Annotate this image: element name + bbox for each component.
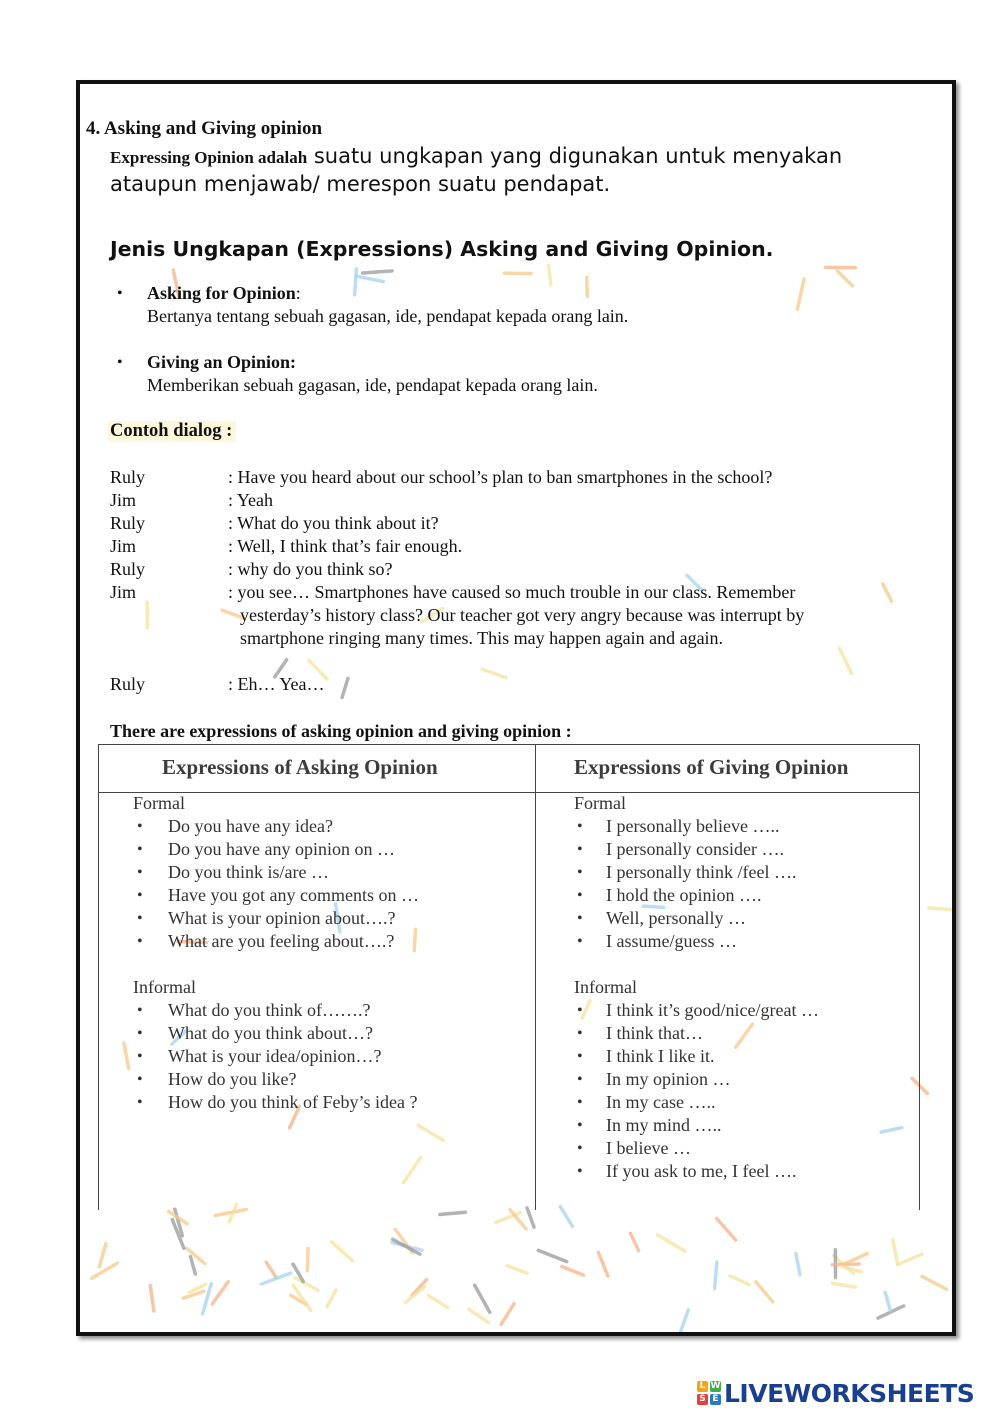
asking-column [99, 792, 535, 1114]
sprinkle-dash [357, 276, 383, 281]
bullet-description: Bertanya tentang sebuah gagasan, ide, pendapat kepada orang lain. [147, 306, 629, 326]
informal-label: Informal [574, 977, 637, 997]
dialog-speaker: Ruly [110, 674, 146, 694]
list-item: • In my mind ….. [535, 1114, 919, 1137]
dialog-example-label: Contoh dialog : [108, 421, 236, 442]
dialog-text: : What do you think about it? [228, 513, 439, 533]
sprinkle-dash [92, 1263, 118, 1278]
sprinkle-dash [501, 1304, 514, 1325]
bullet-dot: • [117, 285, 123, 302]
expressions-heading: Jenis Ungkapan (Expressions) Asking and Giving Opinion. [110, 237, 774, 261]
dialog-speaker: Ruly [110, 467, 146, 487]
sprinkle-dash [681, 1310, 689, 1331]
list-item: • I think it’s good/nice/great … [535, 999, 919, 1022]
sprinkle-dash [796, 1254, 800, 1275]
sprinkle-dash [327, 1290, 336, 1307]
sprinkle-dash [363, 271, 392, 273]
list-item: • Do you have any idea? [99, 815, 535, 838]
sprinkle-dash [898, 1254, 922, 1264]
asking-column-header: Expressions of Asking Opinion [162, 755, 438, 779]
dialog-text: : Eh… Yea… [228, 674, 325, 694]
dialog-speaker: Ruly [110, 559, 146, 579]
list-item: • Well, personally … [535, 907, 919, 930]
logo-mark-letter: E [710, 1394, 721, 1405]
list-item: • I think I like it. [535, 1045, 919, 1068]
sprinkle-dash [717, 1219, 736, 1241]
list-item: • In my case ….. [535, 1091, 919, 1114]
dialog-text: : Well, I think that’s fair enough. [228, 536, 463, 556]
sprinkle-dash [631, 1233, 639, 1250]
dialog-text: : Yeah [228, 490, 274, 510]
sprinkle-dash [307, 1248, 308, 1271]
sprinkle-dash [845, 1253, 867, 1263]
sprinkle-dash [332, 1242, 353, 1261]
definition-text: suatu ungkapan yang digunakan untuk menyakan ataupun menjawab/ merespon suatu pendapat. [110, 144, 843, 196]
bullet-description: Memberikan sebuah gagasan, ide, pendapat kepada orang lain. [147, 375, 598, 395]
sprinkle-dash [832, 1283, 855, 1287]
bullet-asking-for-opinion [117, 282, 629, 328]
bullet-title: Asking for Opinion [147, 283, 296, 303]
sprinkle-dash [797, 279, 804, 309]
sprinkle-dash [99, 1244, 105, 1267]
bullet-colon: : [295, 283, 301, 303]
expressions-table [98, 744, 920, 1210]
dialog-text: : you see… Smartphones have caused so much trouble in our class. Remember yesterday’s history class? Our teacher got very angry because was interrupt by smartphone ringing many times. This may happen again and again. [228, 582, 805, 648]
sprinkle-dash [527, 1208, 534, 1227]
list-item: • I believe … [535, 1137, 919, 1160]
sprinkle-dash [730, 1276, 749, 1285]
list-item: • In my opinion … [535, 1068, 919, 1091]
list-item: • Do you think is/are … [99, 861, 535, 884]
list-item: • I personally believe ….. [535, 815, 919, 838]
dialog-line [110, 558, 890, 581]
sprinkle-dash [295, 1278, 318, 1290]
sprinkle-dash [475, 1285, 490, 1312]
logo-text: LIVEWORKSHEETS [724, 1378, 975, 1408]
definition-paragraph [110, 143, 930, 198]
dialog-text: : why do you think so? [228, 559, 393, 579]
sprinkle-dash [598, 1252, 608, 1276]
formal-label: Formal [133, 793, 185, 813]
sprinkle-dash [440, 1212, 466, 1214]
logo-mark-letter: W [710, 1381, 721, 1391]
sprinkle-dash [756, 1282, 773, 1302]
sprinkle-dash [469, 1309, 489, 1322]
sprinkle-dash [837, 271, 852, 286]
sprinkle-dash [715, 1262, 717, 1288]
bullet-title: Giving an Opinion: [147, 352, 297, 372]
sprinkle-dash [203, 1284, 212, 1314]
asking-informal-list [99, 999, 535, 1114]
expressions-intro: There are expressions of asking opinion and giving opinion : [110, 721, 572, 741]
formal-label: Formal [574, 793, 626, 813]
section-title: 4. Asking and Giving opinion [86, 118, 323, 139]
list-item: • What do you think of…….? [99, 999, 535, 1022]
sprinkle-dash [562, 1266, 584, 1275]
giving-column [535, 792, 919, 1183]
liveworksheets-logo[interactable] [697, 1378, 974, 1408]
sprinkle-dash [150, 1286, 154, 1312]
dialog-line [110, 489, 890, 512]
giving-formal-list [535, 815, 919, 953]
dialog-line [110, 535, 890, 558]
list-item: • I think that… [535, 1022, 919, 1045]
informal-label: Informal [133, 977, 196, 997]
list-item: • What is your idea/opinion…? [99, 1045, 535, 1068]
list-item: • I hold the opinion …. [535, 884, 919, 907]
dialog-line [110, 512, 890, 535]
logo-mark-letter: S [697, 1394, 708, 1405]
sprinkle-dash [658, 1235, 685, 1251]
dialog-speaker: Ruly [110, 513, 146, 533]
list-item: • What is your opinion about….? [99, 907, 535, 930]
sprinkle-dash [538, 1250, 566, 1261]
logo-mark-icon [697, 1381, 721, 1405]
giving-informal-list [535, 999, 919, 1183]
sprinkle-dash [893, 1240, 898, 1264]
list-item: • What are you feeling about….? [99, 930, 535, 953]
sprinkle-dash [428, 1295, 447, 1307]
sprinkle-dash [507, 1266, 527, 1274]
list-item: • Have you got any comments on … [99, 884, 535, 907]
definition-term: Expressing Opinion adalah [110, 148, 308, 167]
dialog-line [110, 466, 890, 489]
list-item: • If you ask to me, I feel …. [535, 1160, 919, 1183]
bullet-giving-an-opinion [117, 351, 598, 397]
dialog-speaker: Jim [110, 582, 137, 602]
list-item: • I personally consider …. [535, 838, 919, 861]
list-item: • What do you think about…? [99, 1022, 535, 1045]
sprinkle-dash [405, 1287, 424, 1303]
asking-formal-list [99, 815, 535, 953]
list-item: • I personally think /feel …. [535, 861, 919, 884]
sprinkle-dash [885, 1292, 890, 1310]
list-item: • How do you think of Feby’s idea ? [99, 1091, 535, 1114]
dialog-speaker: Jim [110, 536, 137, 556]
sprinkle-dash [266, 1262, 276, 1277]
list-item: • I assume/guess … [535, 930, 919, 953]
list-item: • How do you like? [99, 1068, 535, 1091]
logo-mark-letter: L [697, 1381, 708, 1392]
sprinkle-dash [922, 1276, 946, 1289]
sprinkle-dash [183, 1291, 204, 1298]
dialog-line [110, 673, 890, 696]
bullet-dot: • [117, 354, 123, 371]
sprinkle-dash [212, 1282, 228, 1304]
dialog-line [110, 581, 890, 650]
dialog-speaker: Jim [110, 490, 137, 510]
dialog-block [110, 466, 890, 696]
dialog-text: : Have you heard about our school’s plan to ban smartphones in the school? [228, 467, 773, 487]
list-item: • Do you have any opinion on … [99, 838, 535, 861]
sprinkle-dash [191, 1257, 196, 1274]
giving-column-header: Expressions of Giving Opinion [574, 755, 849, 779]
sprinkle-dash [929, 908, 950, 910]
